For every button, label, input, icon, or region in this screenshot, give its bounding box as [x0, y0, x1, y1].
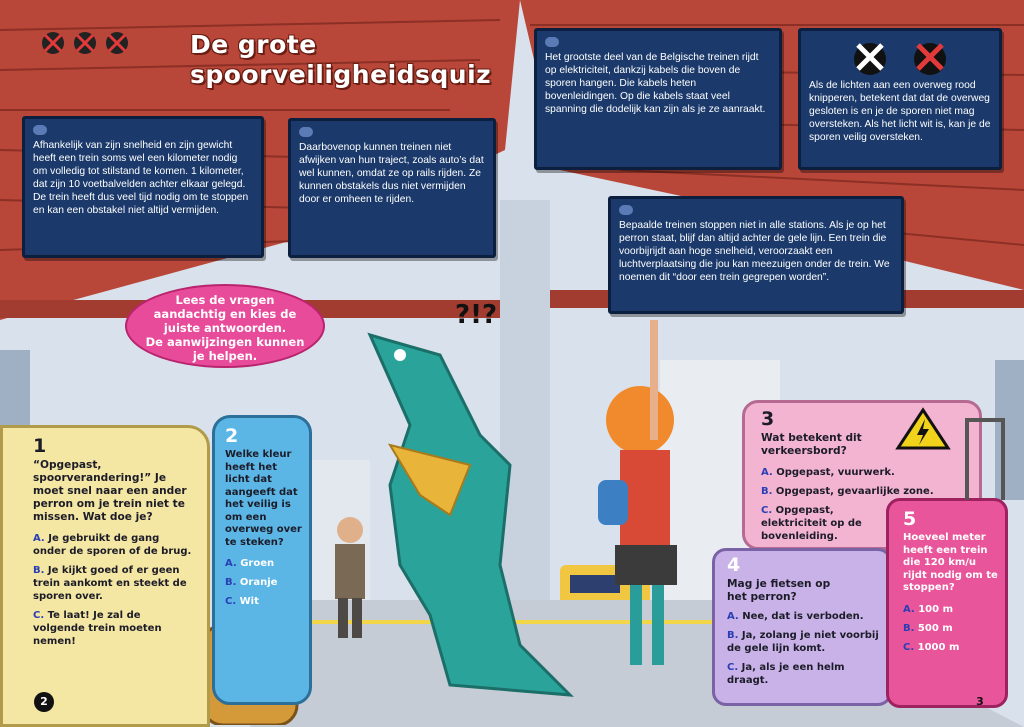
question-text: “Opgepast, spoorverandering!” Je moet snel naar een ander perron om je trein niet te missen. Wat doe je? [33, 459, 187, 523]
crossing-sign-icons-left [40, 28, 130, 58]
question-text: Hoeveel meter heeft een trein die 120 km/u rijdt nodig om te stoppen? [903, 532, 998, 593]
info-board-overhead-lines [534, 28, 782, 170]
speech-line: Lees de vragen [175, 293, 275, 307]
info-board-text: Daarbovenop kunnen treinen niet afwijken van hun traject, zoals auto’s dat wel kunnen, omdat ze op rails rijden. Ze kunnen obstakels dus niet vermijden door er omheen te rijden. [299, 142, 484, 205]
question-number: 3 [761, 408, 775, 430]
answer-option-c[interactable]: C. 1000 m [903, 641, 960, 653]
answer-option-c[interactable]: C. Ja, als je een helm draagt. [727, 662, 845, 686]
question-text: Mag je fietsen op het perron? [727, 578, 831, 603]
question-number: 1 [33, 435, 47, 457]
answer-option-a[interactable]: A. Opgepast, vuurwerk. [761, 467, 895, 478]
speech-bubble-icon [33, 125, 47, 135]
answer-option-a[interactable]: A. Je gebruikt de gang onder de sporen of de brug. [33, 533, 192, 557]
answer-option-b[interactable]: B. Ja, zolang je niet voorbij de gele lijn komt. [727, 630, 879, 654]
info-board-yellow-line [608, 196, 904, 314]
speech-bubble-icon [545, 37, 559, 47]
info-board-text: Het grootste deel van de Belgische treinen rijdt op elektriciteit, dankzij kabels die boven de sporen hangen. Die kabels heten bovenleidingen. Op die kabels staat veel spanning die dodelijk kan zijn als je ze aanraakt. [545, 52, 766, 115]
speech-line: aandachtig en kies de [153, 307, 297, 321]
answer-option-c[interactable]: C. Te laat! Je zal de volgende trein moeten nemen! [33, 610, 162, 647]
info-board-rails [288, 118, 496, 258]
instruction-speech-bubble [125, 284, 325, 368]
question-text: Wat betekent dit verkeersbord? [761, 432, 862, 457]
girl-character [590, 300, 710, 680]
info-board-text: Afhankelijk van zijn snelheid en zijn gewicht heeft een trein soms wel een kilometer nodig om volledig tot stilstand te komen. 1 kilometer, dat zijn 10 voetbalvelden achter elkaar gelegd. De trein heeft dus veel tijd nodig om te stoppen en kan een obstakel niet altijd vermijden. [33, 140, 249, 216]
answer-option-b[interactable]: B. 500 m [903, 622, 953, 634]
speech-line: je helpen. [192, 349, 258, 363]
question-card-2 [212, 415, 312, 705]
answer-option-c[interactable]: C. Opgepast, elektriciteit op de bovenleiding. [761, 505, 862, 542]
suitcase-handle [965, 418, 1005, 500]
answer-option-c[interactable]: C. Wit [225, 596, 259, 607]
answer-option-b[interactable]: B. Je kijkt goed of er geen trein aankomt en steekt de sporen over. [33, 565, 187, 602]
question-card-4 [712, 548, 892, 706]
speech-line: juiste antwoorden. [163, 321, 287, 335]
speech-bubble-icon [619, 205, 633, 215]
man-character [320, 510, 380, 640]
info-board-text: Bepaalde treinen stoppen niet in alle stations. Als je op het perron staat, blijf dan altijd achter de gele lijn. Een trein die voorbijrijdt aan hoge snelheid, veroorzaakt een luchtverplaatsing die jou kan meezuigen onder de trein. We noemen dit “door een trein gegrepen worden”. [619, 220, 890, 283]
info-board-level-crossing [798, 28, 1002, 170]
page-number-left: 2 [34, 692, 54, 712]
page-title [190, 30, 491, 90]
answer-option-b[interactable]: B. Oranje [225, 577, 278, 588]
crossing-sign-icons [809, 37, 991, 79]
info-board-text: Als de lichten aan een overweg rood knipperen, betekent dat dat de overweg gesloten is en je de sporen niet mag oversteken. Als het licht wit is, kan je de sporen veilig oversteken. [809, 80, 991, 143]
speech-bubble-icon [299, 127, 313, 137]
interjection-text: ?!? [455, 300, 498, 330]
page-number-right: 3 [976, 695, 984, 708]
answer-option-a[interactable]: A. Groen [225, 558, 275, 569]
answer-option-a[interactable]: A. Nee, dat is verboden. [727, 611, 864, 622]
speech-line: De aanwijzingen kunnen [145, 335, 305, 349]
answer-option-b[interactable]: B. Opgepast, gevaarlijke zone. [761, 486, 934, 497]
info-board-braking [22, 116, 264, 258]
question-number: 5 [903, 508, 917, 530]
answer-option-a[interactable]: A. 100 m [903, 603, 953, 615]
question-number: 2 [225, 425, 239, 447]
title-line-1: De grote [190, 30, 317, 59]
question-text: Welke kleur heeft het licht dat aangeeft dat het veilig is om een overweg over te steken? [225, 449, 302, 548]
high-voltage-warning-sign-icon [895, 407, 951, 451]
question-card-5 [886, 498, 1008, 708]
question-card-1 [0, 425, 210, 727]
question-number: 4 [727, 554, 741, 576]
title-line-2: spoorveiligheidsquiz [190, 60, 492, 89]
